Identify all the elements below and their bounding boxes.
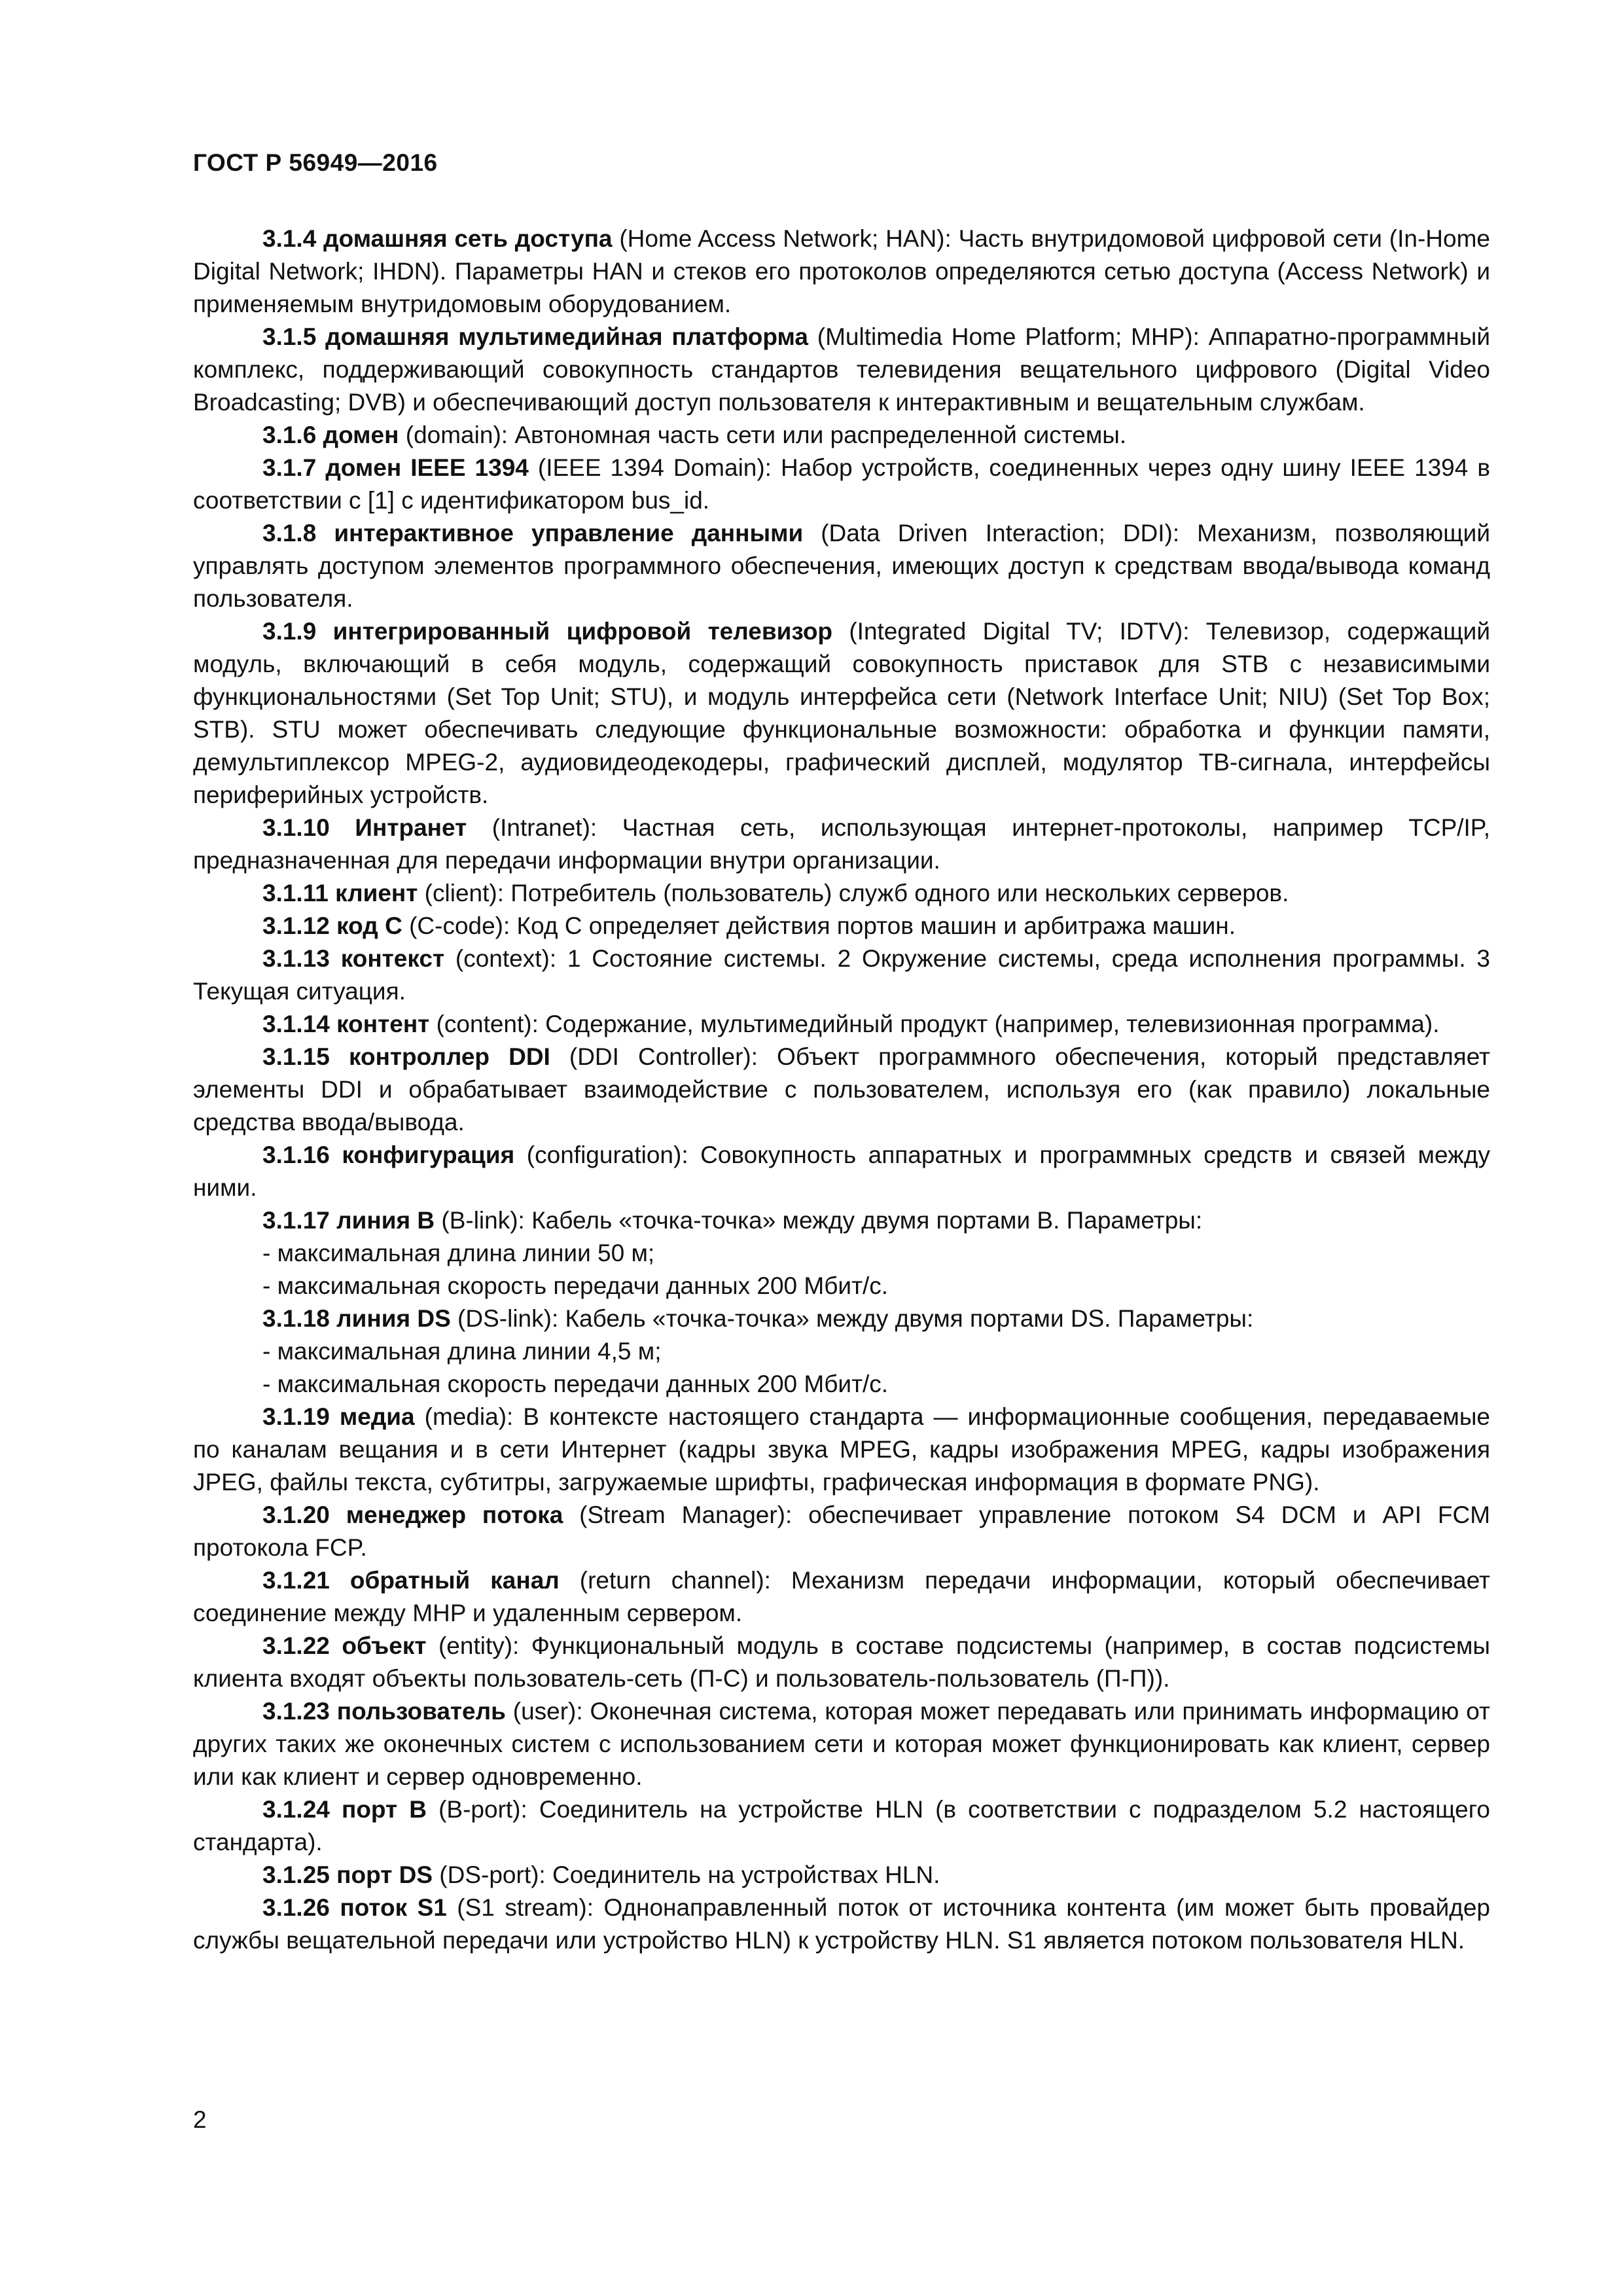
term-entry [193,1041,1490,1139]
term-number: 3.1.15 [262,1043,330,1070]
term-definition: (Data Driven Interaction; DDI): Механизм, позволяющий управлять доступом элементов программного обеспечения, имеющих доступ к средствам ввода/вывода команд пользователя. [193,520,1491,612]
term-definition: (B-link): Кабель «точка-точка» между двумя портами В. Параметры: [435,1207,1203,1234]
term-definition: (configuration): Совокупность аппаратных и программных средств и связей между ними. [193,1141,1490,1201]
term-name: обратный канал [349,1567,560,1594]
term-entry [193,1630,1490,1695]
term-definition: (Stream Manager): обеспечивает управление потоком S4 DCM и API FCM протокола FCP. [193,1501,1491,1561]
term-name: домашняя сеть доступа [323,225,613,252]
term-name: код С [336,912,402,939]
term-name: интерактивное управление данными [334,520,804,547]
term-number: 3.1.11 [262,880,329,906]
term-definition: (Integrated Digital TV; IDTV): Телевизор, содержащий модуль, включающий в себя модуль, содержащий совокупность приставок для STB с независимыми функциональностями (Set Top Unit; STU), и модуль интерфейса сети (Network Interface Unit; NIU) (Set Top Box; STB). STU может обеспечивать следующие функциональные возможности: обработка и функции памяти, демультиплексор MPEG-2, аудиовидеодекодеры, графический дисплей, модулятор ТВ-сигнала, интерфейсы периферийных устройств. [193,618,1490,808]
term-name: контекст [340,945,445,972]
term-name: конфигурация [342,1141,515,1168]
term-name: поток S1 [340,1894,447,1921]
term-entry [193,1139,1490,1204]
term-name: менеджер потока [346,1501,563,1528]
term-number: 3.1.19 [262,1403,330,1430]
parameter-list-item: - максимальная длина линии 50 м; [262,1240,655,1266]
term-name: медиа [339,1403,415,1430]
term-definition: (Home Access Network; HAN): Часть внутридомовой цифровой сети (In-Home Digital Network; IHDN). Параметры HAN и стеков его протоколов определяются сетью доступа (Access Network) и применяемым внутридомовым оборудованием. [193,225,1490,317]
term-definition: (context): 1 Состояние системы. 2 Окружение системы, среда исполнения программы. 3 Текущая ситуация. [193,945,1491,1005]
term-definition: (return channel): Механизм передачи информации, который обеспечивает соединение между MHP и удаленным сервером. [193,1567,1490,1626]
term-entry [193,812,1490,877]
term-entry [193,1499,1490,1564]
term-number: 3.1.21 [262,1567,330,1594]
term-number: 3.1.10 [262,814,330,841]
parameter-list-item: - максимальная скорость передачи данных 200 Мбит/с. [262,1272,889,1299]
term-number: 3.1.26 [262,1894,330,1921]
term-number: 3.1.16 [262,1141,330,1168]
term-entry [193,1892,1490,1957]
term-entry [193,1008,1490,1041]
term-name: клиент [335,880,418,906]
term-name: Интранет [355,814,467,841]
document-header: ГОСТ Р 56949—2016 [193,149,438,176]
term-number: 3.1.7 [262,454,317,481]
term-name: порт В [341,1796,427,1823]
term-entry [193,452,1490,517]
term-definition: (client): Потребитель (пользователь) служб одного или нескольких серверов. [418,880,1289,906]
term-number: 3.1.23 [262,1698,330,1725]
term-number: 3.1.24 [262,1796,330,1823]
term-entry [193,1204,1490,1237]
term-entry [193,517,1490,615]
term-definition: (Intranet): Частная сеть, использующая интернет-протоколы, например TCP/IP, предназначенная для передачи информации внутри организации. [193,814,1490,874]
term-entry [193,223,1490,321]
term-number: 3.1.25 [262,1861,330,1888]
term-entry [193,321,1490,419]
term-entry [193,877,1490,910]
term-name: домен [323,422,399,448]
term-definition: (user): Оконечная система, которая может передавать или принимать информацию от других таких же оконечных систем с использованием сети и которая может функционировать как клиент, сервер или как клиент и сервер одновременно. [193,1698,1491,1790]
term-name: пользователь [336,1698,506,1725]
term-entry [193,1793,1490,1859]
term-name: интегрированный цифровой телевизор [332,618,833,645]
term-definition: (S1 stream): Однонаправленный поток от источника контента (им может быть провайдер службы вещательной передачи или устройство HLN) к устройству HLN. S1 является потоком пользователя HLN. [193,1894,1490,1954]
term-entry [193,910,1490,942]
term-definition: (domain): Автономная часть сети или распределенной системы. [399,422,1127,448]
term-entry [193,1859,1490,1892]
term-name: контроллер DDI [348,1043,550,1070]
term-name: линия В [336,1207,435,1234]
term-number: 3.1.14 [262,1011,330,1037]
term-number: 3.1.6 [262,422,317,448]
parameter-list-item: - максимальная скорость передачи данных 200 Мбит/с. [262,1371,889,1397]
document-body [193,223,1490,1957]
term-name: порт DS [336,1861,433,1888]
term-entry [193,942,1490,1008]
page-number: 2 [193,2106,207,2133]
term-number: 3.1.17 [262,1207,330,1234]
term-number: 3.1.9 [262,618,317,645]
term-number: 3.1.5 [262,323,317,350]
term-number: 3.1.13 [262,945,330,972]
term-definition: (DS-link): Кабель «точка-точка» между двумя портами DS. Параметры: [450,1305,1254,1332]
term-definition: (B-port): Соединитель на устройстве HLN (в соответствии с подразделом 5.2 настоящего стандарта). [193,1796,1491,1856]
term-name: линия DS [336,1305,451,1332]
term-definition: (DDI Controller): Объект программного обеспечения, который представляет элементы DDI и обрабатывает взаимодействие с пользователем, используя его (как правило) локальные средства ввода/вывода. [193,1043,1491,1136]
term-number: 3.1.12 [262,912,330,939]
term-name: объект [342,1632,427,1659]
term-entry [193,1401,1490,1499]
term-definition: (DS-port): Соединитель на устройствах HLN. [433,1861,940,1888]
term-definition: (C-code): Код С определяет действия портов машин и арбитража машин. [402,912,1236,939]
parameter-list-item: - максимальная длина линии 4,5 м; [262,1338,662,1365]
term-definition: (media): В контексте настоящего стандарта — информационные сообщения, передаваемые по каналам вещания и в сети Интернет (кадры звука MPEG, кадры изображения MPEG, кадры изображения JPEG, файлы текста, субтитры, загружаемые шрифты, графическая информация в формате PNG). [193,1403,1491,1496]
term-definition: (content): Содержание, мультимедийный продукт (например, телевизионная программа). [429,1011,1440,1037]
term-entry [193,419,1490,452]
term-entry [193,1302,1490,1335]
term-number: 3.1.20 [262,1501,330,1528]
term-definition: (IEEE 1394 Domain): Набор устройств, соединенных через одну шину IEEE 1394 в соответствии с [1] с идентификатором bus_id. [193,454,1490,514]
term-number: 3.1.18 [262,1305,330,1332]
term-name: домен IEEE 1394 [325,454,529,481]
term-name: домашняя мультимедийная платформа [325,323,808,350]
term-entry [193,1695,1490,1793]
term-definition: (entity): Функциональный модуль в составе подсистемы (например, в состав подсистемы клиента входят объекты пользователь-сеть (П-С) и пользователь-пользователь (П-П)). [193,1632,1490,1692]
term-name: контент [336,1011,430,1037]
term-number: 3.1.4 [262,225,317,252]
term-entry [193,615,1490,812]
term-number: 3.1.22 [262,1632,330,1659]
term-number: 3.1.8 [262,520,317,547]
term-definition: (Multimedia Home Platform; MHP): Аппаратно-программный комплекс, поддерживающий совокупность стандартов телевидения вещательного цифрового (Digital Video Broadcasting; DVB) и обеспечивающий доступ пользователя к интерактивным и вещательным службам. [193,323,1490,416]
term-entry [193,1564,1490,1630]
